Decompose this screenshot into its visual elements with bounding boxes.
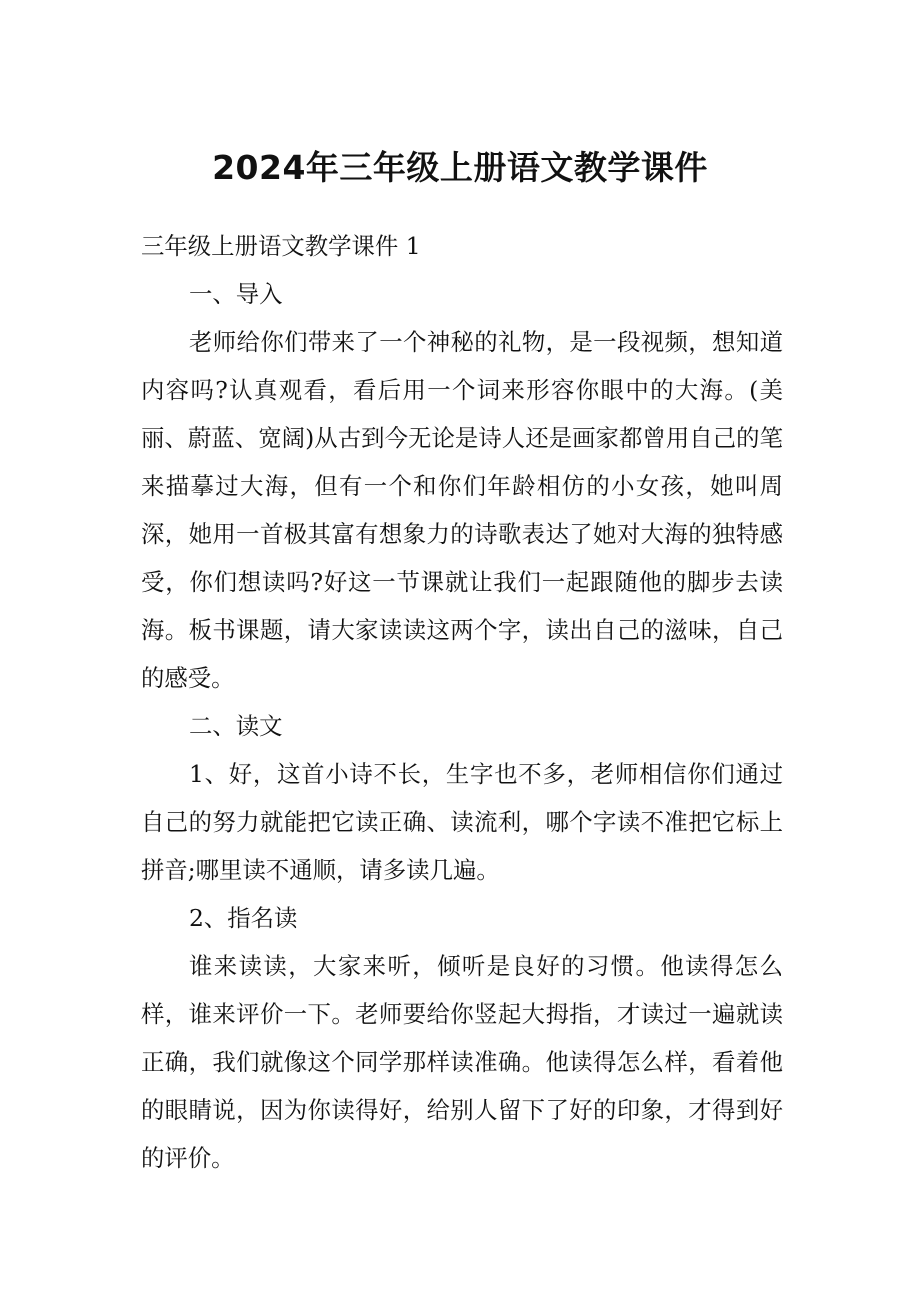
- section-heading-named-reading: 2、指名读: [189, 904, 298, 932]
- document-title: 2024年三年级上册语文教学课件: [212, 148, 708, 187]
- document-subtitle: 三年级上册语文教学课件 1: [141, 232, 421, 260]
- section-reading-paragraph: 1、好，这首小诗不长，生字也不多，老师相信你们通过自己的努力就能把它读正确、读流利，哪个字读不准把它标上拼音;哪里读不通顺，请多读几遍。: [141, 760, 783, 884]
- document-body: [141, 222, 783, 1182]
- section-heading-intro: 一、导入: [189, 280, 283, 308]
- section-named-reading-paragraph: 谁来读读，大家来听，倾听是良好的习惯。他读得怎么样，谁来评价一下。老师要给你竖起大拇指，才读过一遍就读正确，我们就像这个同学那样读准确。他读得怎么样，看着他的眼睛说，因为你读得好，给别人留下了好的印象，才得到好的评价。: [141, 952, 783, 1172]
- section-intro-paragraph: 老师给你们带来了一个神秘的礼物，是一段视频，想知道内容吗?认真观看，看后用一个词来形容你眼中的大海。(美丽、蔚蓝、宽阔)从古到今无论是诗人还是画家都曾用自己的笔来描摹过大海，但有一个和你们年龄相仿的小女孩，她叫周深，她用一首极其富有想象力的诗歌表达了她对大海的独特感受，你们想读吗?好这一节课就让我们一起跟随他的脚步去读海。板书课题，请大家读读这两个字，读出自己的滋味，自己的感受。: [141, 328, 783, 692]
- section-heading-reading: 二、读文: [189, 712, 283, 740]
